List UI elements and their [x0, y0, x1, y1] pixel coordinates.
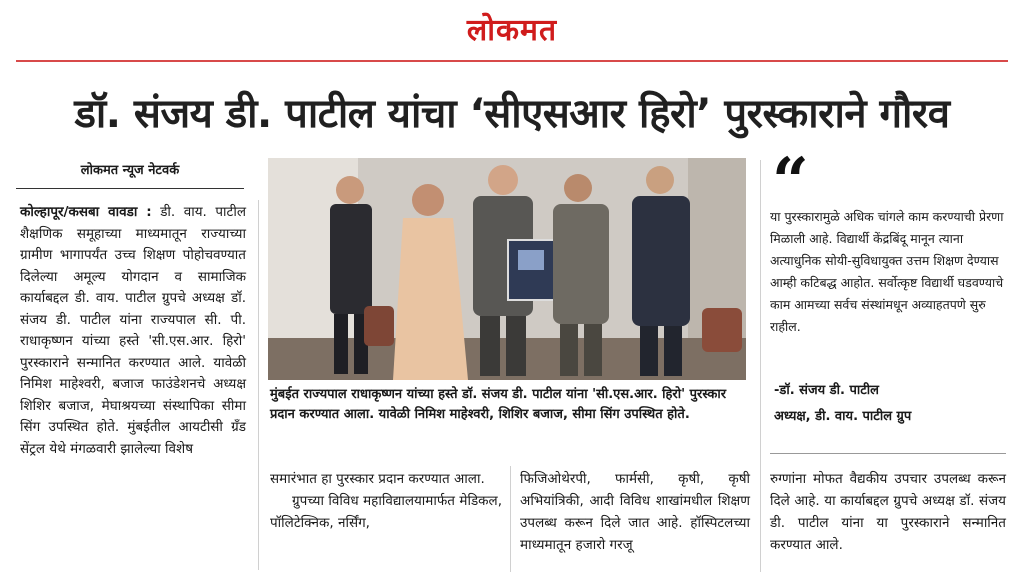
- newspaper-logo: लोकमत: [466, 13, 558, 48]
- column-separator: [258, 200, 259, 570]
- masthead-divider: [16, 60, 1008, 62]
- article-column-2: [270, 468, 502, 534]
- article-column-4: रुग्णांना मोफत वैद्यकीय उपचार उपलब्ध करून दिले आहे. या कार्याबद्दल ग्रुपचे अध्यक्ष डॉ. संजय डी. पाटील यांना या पुरस्काराने सन्मानित करण्यात आले.: [770, 471, 1006, 553]
- photo-caption: मुंबईत राज्यपाल राधाकृष्णन यांच्या हस्ते डॉ. संजय डी. पाटील यांना 'सी.एस.आर. हिरो' पुरस्कार प्रदान करण्यात आला. यावेळी निमिश माहेश्वरी, शिशिर बजाज, सीमा सिंग उपस्थित होते.: [270, 387, 727, 422]
- column-2-paragraph-2: ग्रुपच्या विविध महाविद्यालयामार्फत मेडिकल, पॉलिटेक्निक, नर्सिंग,: [270, 493, 502, 531]
- column-separator: [510, 466, 511, 572]
- quote-divider: [770, 453, 1006, 454]
- dateline: कोल्हापूर/कसबा वावडा :: [20, 204, 152, 220]
- byline-divider: [16, 188, 244, 189]
- article-headline: डॉ. संजय डी. पाटील यांचा ‘सीएसआर हिरो’ पुरस्काराने गौरव: [74, 91, 950, 137]
- column-2-paragraph-1: समारंभात हा पुरस्कार प्रदान करण्यात आला.: [270, 471, 485, 487]
- article-column-1: [20, 202, 246, 460]
- quote-text: या पुरस्कारामुळे अधिक चांगले काम करण्याची प्रेरणा मिळाली आहे. विद्यार्थी केंद्रबिंदू मानून त्याना अत्याधुनिक सोयी-सुविधायुक्त उत्तम शिक्षण देण्यास आम्ही कटिबद्ध आहोत. सर्वोत्कृष्ट विद्यार्थी घडवण्याचे काम आमच्या सर्वच संस्थांमधून अव्याहतपणे सुरु राहील.: [770, 209, 1004, 334]
- quote-mark-icon: “: [772, 144, 809, 219]
- article-column-3: फिजिओथेरपी, फार्मसी, कृषी, कृषी अभियांत्रिकी, आदी विविध शाखांमधील शिक्षण उपलब्ध करून दिले जात आहे. हॉस्पिटलच्या माध्यमातून हजारो गरजू: [520, 471, 750, 553]
- column-1-text: डी. वाय. पाटील शैक्षणिक समूहाच्या माध्यमातून राज्याच्या ग्रामीण भागापर्यंत उच्च शिक्षण पोहोचवण्यात दिलेल्या अमूल्य योगदान व सामाजिक कार्याबद्दल डी. वाय. पाटील ग्रुपचे अध्यक्ष डॉ. संजय डी. पाटील यांना राज्यपाल सी. पी. राधाकृष्णन यांच्या हस्ते 'सी.एस.आर. हिरो' पुरस्काराने सन्मानित करण्यात आले. यावेळी निमिश माहेश्वरी, बजाज फाउंडेशनचे अध्यक्ष शिशिर बजाज, मेघाश्रयच्या संस्थापिका सीमा सिंग उपस्थित होते. मुंबईतील आयटीसी ग्रँड सेंट्रल येथे मंगळवारी झालेल्या विशेष: [20, 204, 246, 457]
- photo-illustration: [268, 158, 746, 380]
- column-separator: [760, 160, 761, 572]
- quote-author-title: अध्यक्ष, डी. वाय. पाटील ग्रुप: [774, 409, 912, 424]
- quote-author-name: -डॉ. संजय डी. पाटील: [774, 383, 879, 398]
- award-ceremony-photo: [268, 158, 746, 380]
- quote-author: [774, 378, 1004, 430]
- byline: लोकमत न्यूज नेटवर्क: [80, 163, 180, 178]
